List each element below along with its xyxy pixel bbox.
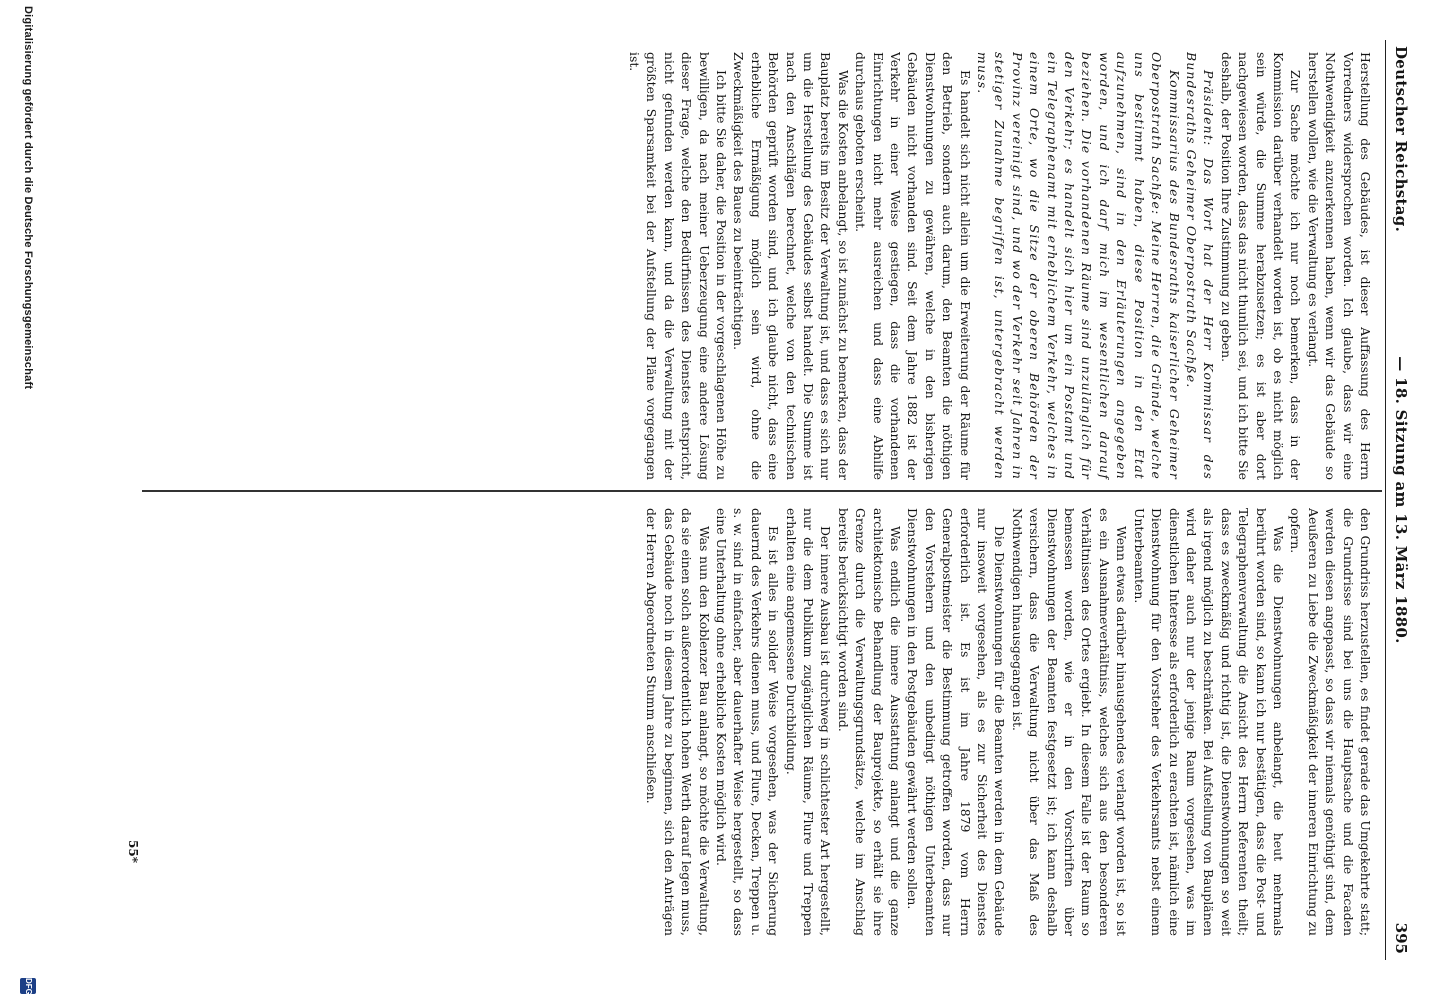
footer-text: Digitalisierung gefördert durch die Deutsche Forschungsgemeinschaft: [22, 6, 34, 390]
page-number: 395: [1392, 922, 1410, 954]
paragraph: Herstellung des Gebäudes, ist dieser Auffassung des Herrn Vorredners widersprochen worden. Ich glaube, dass wir eine Nothwendigkeit anzuerkennen haben, wenn wir das Gebäude so herstellen wollen, wie die Verwaltung es verlangt.: [1305, 52, 1373, 480]
right-text-column: [154, 508, 1374, 936]
dfg-logo-icon: DFG: [20, 978, 36, 994]
paragraph: Was die Kosten anbelangt, so ist zunächst zu bemerken, dass der Bauplatz bereits im Besitz der Verwaltung ist, und dass es sich nur um die Herstellung des Gebäudes selbst handelt. Die Summe ist nach den Anschlägen berechnet, welche von den technischen Behörden geprüft worden sind, und ich glaube nicht, dass eine erhebliche Ermäßigung möglich sein wird, ohne die Zweckmäßigkeit des Baues zu beeinträchtigen.: [731, 52, 851, 480]
paragraph: Zur Sache möchte ich nur noch bemerken, dass in der Kommission darüber verhandelt worden ist, ob es nicht möglich sein würde, die Summe herabzusetzen; es ist aber dort nachgewiesen worden, dass das nicht thunlich sei, und ich bitte Sie deshalb, der Position Ihre Zustimmung zu geben.: [1218, 52, 1304, 480]
left-text-column: [154, 52, 1374, 480]
paragraph: Die Dienstwohnungen für die Beamten werden in dem Gebäude nur insoweit vorgesehen, als es zur Sicherheit des Dienstes erforderlich ist. Es ist im Jahre 1879 vom Herrn Generalpostmeister die Bestimmung getroffen worden, dass nur den Vorstehern und den unbedingt nöthigen Unterbeamten Dienstwohnungen in den Postgebäuden gewährt werden sollen.: [905, 508, 1008, 936]
paragraph: Was die Dienstwohnungen anbelangt, die heut mehrmals berührt worden sind, so kann ich nur bestätigen, dass die Post- und Telegraphenverwaltung die Ansicht des Herrn Referenten theilt; dass es zweckmäßig und richtig ist, die Dienstwohnungen so weit als irgend möglich zu beschränken. Bei Aufstellung von Bauplänen wird daher auch nur der jenige Raum vorgesehen, was im dienstlichen Interesse als erforderlich zu erachten ist, nämlich eine Dienstwohnung für den Vorsteher des Verkehrsamts nebst einem Unterbeamten.: [1131, 508, 1286, 936]
digitization-footer: [17, 0, 37, 1000]
paragraph: Ich bitte Sie daher, die Position in der vorgeschlagenen Höhe zu bewilligen, da nach meiner Ueberzeugung eine andere Lösung dieser Frage, welche den Bedürfnissen des Dienstes entspricht, nicht gefunden werden kann, und da die Verwaltung mit der größten Sparsamkeit bei der Aufstellung der Pläne vorgegangen ist.: [626, 52, 729, 480]
paragraph: Wenn etwas darüber hinausgehendes verlangt worden ist, so ist es ein Ausnahmeverhältniss, welches sich aus den besonderen Verhältnissen des Ortes ergiebt. In diesem Falle ist der Raum so bemessen worden, wie er in den Vorschriften über Dienstwohnungen der Beamten festgesetzt ist; ich kann deshalb versichern, dass die Verwaltung nicht über das Maß des Nothwendigen hinausgegangen ist.: [1009, 508, 1130, 936]
paragraph: den Grundriss herzustellen, es findet gerade das Umgekehrte statt; die Grundrisse sind bei uns die Hauptsache und die Facaden werden diesen angepasst, so dass wir niemals genöthigt sind, dem Aeußeren zu Liebe die Zweckmäßigkeit der inneren Einrichtung zu opfern.: [1288, 508, 1373, 936]
speaker-paragraph: Präsident: Das Wort hat der Herr Kommissar des Bundesraths Geheimer Oberpostrath Sachße.: [1183, 52, 1217, 480]
header-session: — 18. Sitzung am 13. März 1880.: [1392, 356, 1410, 644]
paragraph: Was nun den Koblenzer Bau anlangt, so möchte die Verwaltung, da sie einen solch außerordentlich hohen Werth darauf legen muss, das Gebäude noch in diesem Jahre zu beginnen, sich den Anträgen der Herren Abgeordneten Stumm anschließen.: [644, 508, 712, 936]
header-title: Deutscher Reichstag.: [1392, 46, 1410, 233]
paragraph: Es ist alles in solider Weise vorgesehen, was der Sicherung dauernd des Verkehrs dienen muss, und Flure, Decken, Treppen u. s. w. sind in einfacher, aber dauerhafter Weise hergestellt, so dass eine Unterhaltung ohne erhebliche Kosten möglich wird.: [713, 508, 782, 936]
sheet-signature: 55*: [126, 840, 140, 863]
paragraph: Was endlich die innere Ausstattung anlangt und die ganze architektonische Behandlung der Bauprojekte, so erhält sie ihre Grenze durch die Verwaltungsgrundsätze, welche im Anschlag bereits berücksichtigt worden sind.: [835, 508, 904, 936]
paragraph: Es handelt sich nicht allein um die Erweiterung der Räume für den Betrieb, sondern auch darum, den Beamten die nöthigen Dienstwohnungen zu gewähren, welche in den bisherigen Gebäuden nicht vorhanden sind. Seit dem Jahre 1882 ist der Verkehr in einer Weise gestiegen, dass die vorhandenen Einrichtungen nicht mehr ausreichen und dass eine Abhilfe durchaus geboten erscheint.: [853, 52, 973, 480]
paragraph: Der innere Ausbau ist durchweg in schlichtester Art hergestellt, nur die dem Publikum zugänglichen Räume, Flure und Treppen erhalten eine angemessene Durchbildung.: [783, 508, 834, 936]
speaker-paragraph: Kommissarius des Bundesraths kaiserlicher Geheimer Oberpostrath Sachße: Meine Herren, die Gründe, welche uns bestimmt haben, diese Position in den Etat aufzunehmen, sind in den Erläuterungen angegeben worden, und ich darf mich im wesentlichen darauf beziehen. Die vorhandenen Räume sind unzulänglich für den Verkehr; es handelt sich hier um ein Postamt und ein Telegraphenamt mit erheblichem Verkehr, welches in einem Orte, wo die Sitze der oberen Behörden der Provinz vereinigt sind, und wo der Verkehr seit Jahren in stetiger Zunahme begriffen ist, untergebracht werden muss.: [975, 52, 1182, 480]
column-divider: [142, 490, 1382, 492]
page-header: [1385, 40, 1412, 960]
